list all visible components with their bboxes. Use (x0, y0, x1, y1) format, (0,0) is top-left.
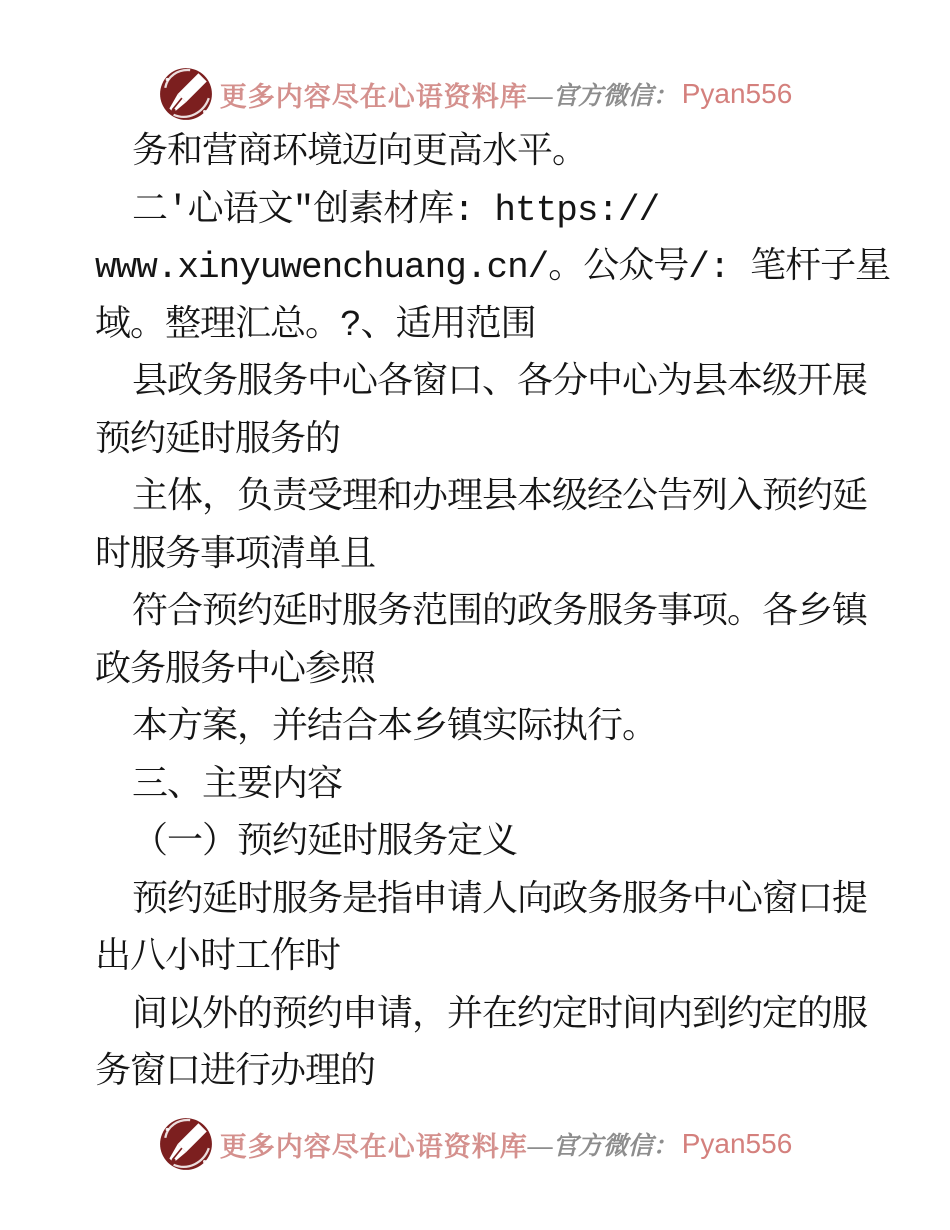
text-line: 预约延时服务是指申请人向政务服务中心窗口提 (132, 879, 868, 921)
document-body (95, 124, 891, 1102)
text-line: 政务服务中心参照 (95, 649, 376, 691)
watermark-wechat-id: Pyan556 (681, 1128, 793, 1159)
watermark-wechat-label: —官方微信： (527, 83, 678, 110)
watermark-brand-text: 更多内容尽在心语资料库 (219, 1131, 528, 1162)
watermark-wechat-id: Pyan556 (681, 78, 793, 109)
header-watermark (0, 62, 950, 126)
text-line: 间以外的预约申请，并在约定时间内到约定的服 (132, 994, 868, 1036)
text-line: 务和营商环境迈向更高水平。 (132, 132, 588, 173)
text-line: 务窗口进行办理的 (95, 1052, 376, 1093)
text-line: www.xinyuwenchuang.cn/。公众号/: 笔杆子星 (95, 247, 891, 288)
pen-nib-circle-icon (158, 1116, 214, 1172)
text-line: （一）预约延时服务定义 (132, 822, 518, 863)
watermark-wechat-label: —官方微信： (527, 1133, 678, 1160)
text-line: 符合预约延时服务范围的政务服务事项。各乡镇 (132, 592, 868, 633)
text-line: 县政务服务中心各窗口、各分中心为县本级开展 (132, 362, 868, 403)
text-line: 二′心语文"创素材库: https:// (132, 189, 660, 231)
text-line: 时服务事项清单且 (95, 534, 376, 576)
text-line: 三、主要内容 (132, 764, 343, 806)
text-line: 预约延时服务的 (95, 419, 341, 461)
pen-nib-circle-icon (158, 66, 214, 122)
text-line: 出八小时工作时 (95, 937, 341, 978)
footer-watermark (0, 1112, 950, 1176)
watermark-brand-text: 更多内容尽在心语资料库 (219, 81, 528, 112)
text-line: 主体，负责受理和办理县本级经公告列入预约延 (132, 477, 868, 518)
text-line: 本方案，并结合本乡镇实际执行。 (132, 707, 658, 748)
text-line: 域。整理汇总。?、适用范围 (95, 304, 536, 346)
